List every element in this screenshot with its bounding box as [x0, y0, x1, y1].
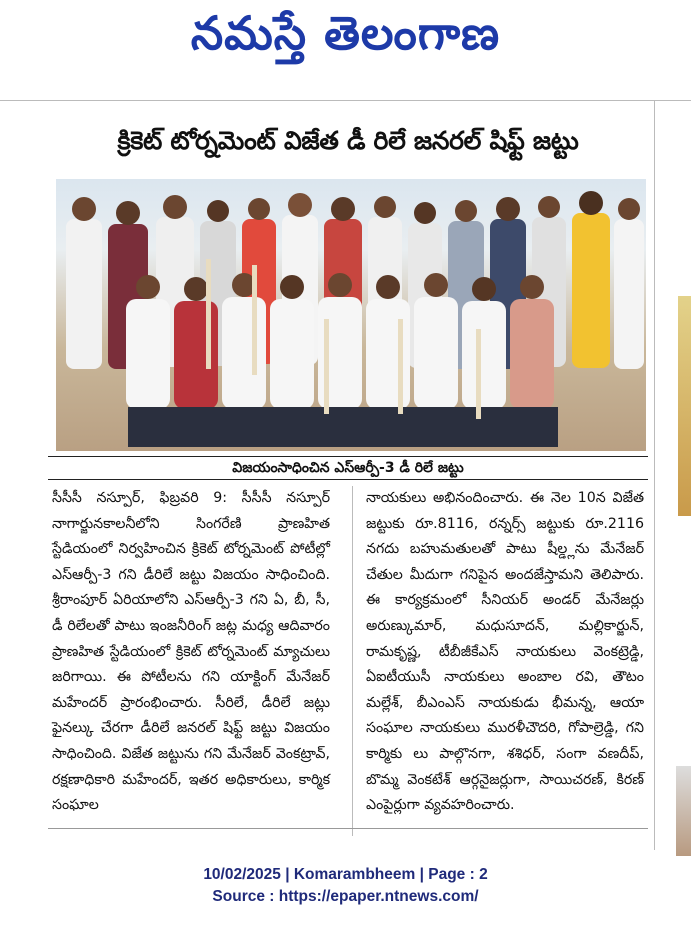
adjacent-photo [678, 296, 691, 516]
article-column-right [366, 486, 644, 819]
masthead-title: నమస్తే తెలంగాణ [190, 6, 501, 60]
footer-date-edition: 10/02/2025 | Komarambheem | Page : 2 [203, 866, 488, 883]
article-column-left [52, 486, 330, 819]
article-headline: క్రికెట్ టోర్నమెంట్ విజేత డీ రిలే జనరల్ షిఫ్ట్ జట్టు [117, 126, 579, 155]
footer-source: Source : https://epaper.ntnews.com/ [212, 888, 479, 905]
article-paragraph-left: సీసీసీ నస్పూర్, ఫిబ్రవరి 9: సీసీసీ నస్పూర్ నాగార్జునకాలనీలోని సింగరేణి ప్రాణహిత స్టేడియంలో నిర్వహించిన క్రికెట్ టోర్నమెంట్ పోటీల్లో ఎస్ఆర్పీ-3 గని డీరిలే జట్టు విజయం సాధించింది. శ్రీరాంపూర్ ఏరియాలోని ఎస్ఆర్పీ-3 గని ఏ, బీ, సీ, డీ రిలేలతో పాటు ఇంజనీరింగ్ జట్ల మధ్య ఆదివారం ప్రాణహిత స్టేడియంలో క్రికెట్ టోర్నమెంట్ మ్యాచులు జరిగాయి. ఈ పోటీలను గని యాక్టింగ్ మేనేజర్ మహేందర్ ప్రారంభించారు. సీరిలే, డీరిలే జట్లు ఫైనల్కు చేరగా డీరిలే జనరల్ షిఫ్ట్ జట్టు విజయం సాధించింది. విజేత జట్టును గని మేనేజర్ వెంకట్రావ్, రక్షణాధికారి మహేందర్, ఇతర అధికారులు, కార్మిక సంఘాల [52, 490, 330, 814]
column-divider [352, 486, 353, 836]
team-photo-icon [56, 179, 646, 451]
article-bottom-rule [48, 828, 648, 829]
article-clipping [48, 112, 648, 852]
adjacent-photo-lower [676, 766, 691, 856]
header-divider [0, 100, 691, 101]
page-footer [0, 864, 691, 908]
adjacent-divider [654, 100, 655, 850]
article-paragraph-right: నాయకులు అభినందించారు. ఈ నెల 10న విజేత జట్టుకు రూ.8116, రన్నర్స్ జట్టుకు రూ.2116 నగదు బహుమతులతో పాటు షీల్డ్లను మేనేజర్ చేతుల మీదుగా గనిపైన అందజేస్తామని తెలిపారు. ఈ కార్యక్రమంలో సీనియర్ అండర్ మేనేజర్లు అరుణ్కుమార్, మధుసూదన్, మల్లికార్జున్, రామకృష్ణ, టీబీజీకేఎస్ నాయకులు వెంకట్రెడ్డి, ఏఐటీయుసీ నాయకులు అంబాల రవి, తౌటం మల్లేశ్, బీఎంఎస్ నాయకుడు భీమన్న, ఆయా సంఘాల నాయకులు మురళీచౌదరి, గోపాల్రెడ్డి, గని కార్మికు లు పాల్గొనగా, శశిధర్, సంగా వణదీప్, బొమ్మ వెంకటేశ్ ఆర్గనైజర్లుగా, సాయిచరణ్, కిరణ్ ఎంపైర్లుగా వ్యవహరించారు. [366, 490, 644, 814]
team-photo-illustration [56, 179, 646, 451]
adjacent-article-strip [654, 100, 691, 860]
photo-caption: విజయంసాధించిన ఎస్ఆర్పీ-3 డీ రిలే జట్టు [48, 456, 648, 480]
masthead [0, 0, 691, 78]
